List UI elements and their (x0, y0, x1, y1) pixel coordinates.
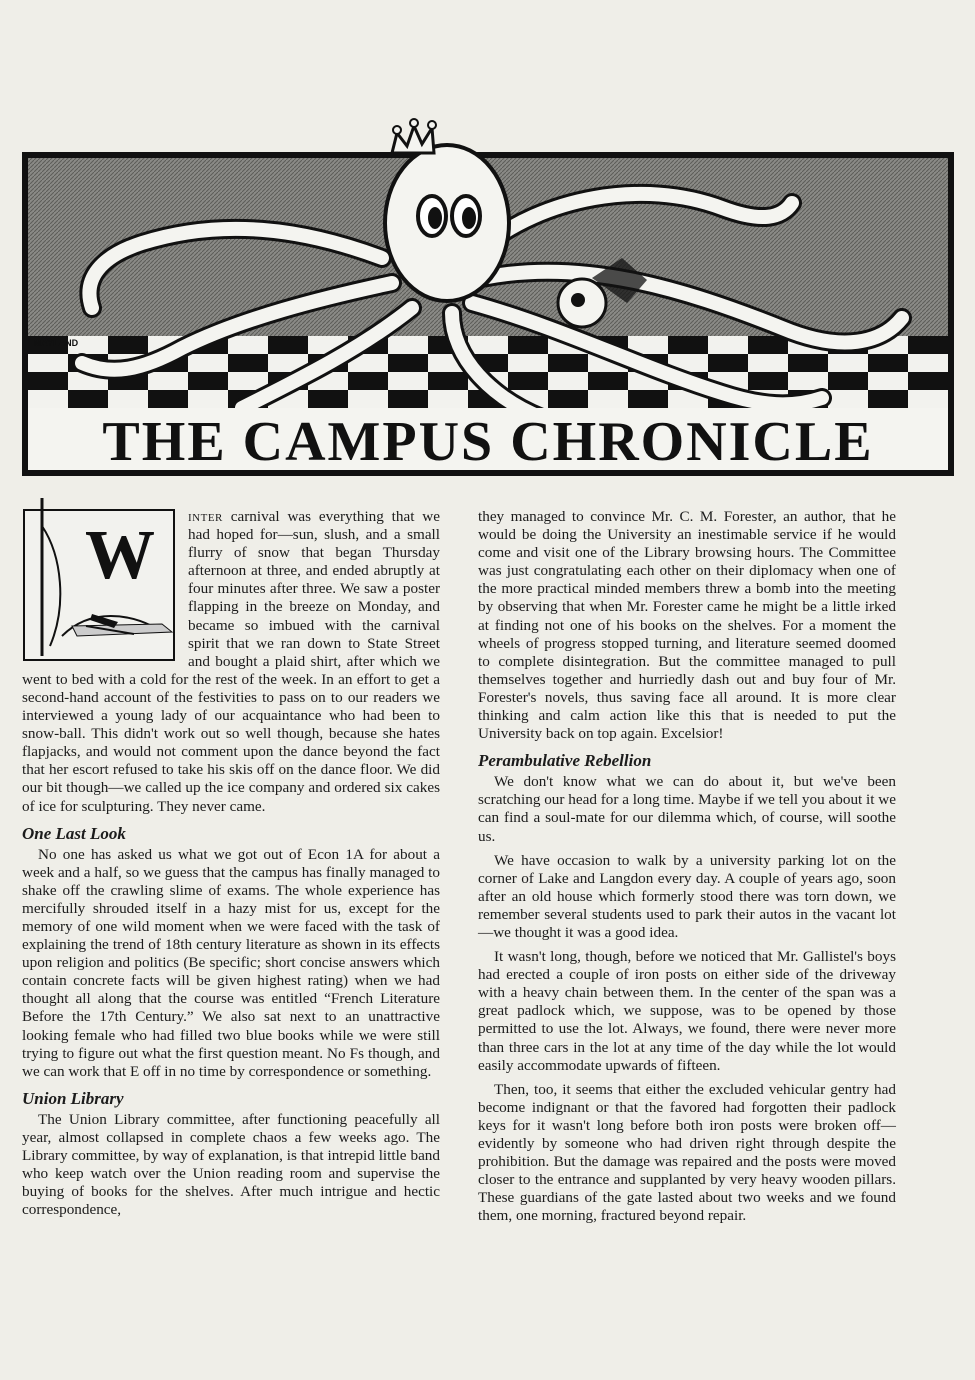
intro-text: carnival was everything that we had hoped for—sun, slush, and a small flurry of snow that began Thursday afternoon at three, and ended abruptly at four minutes after three. We saw a poster flapping in the breeze on Monday, and became so imbued with the carnival spirit that we ran down to State Street and bought a plaid shirt, after which we went to bed with a cold for the rest of the week. In an effort to get a second-hand account of the festivities to pass on to our readers we interviewed a young lady of our acquaintance who had been to snow-ball. This didn't work out so well though, because she hates flapjacks, and would not comment upon the dance beyond the fact that her escort refused to take his skis off on the dance floor. We did our bit though—we called up the ice company and ordered six cakes of ice for sculpturing. They never came. (22, 508, 440, 815)
crown-icon (392, 119, 436, 153)
section-heading: Union Library (22, 1088, 124, 1108)
section-paragraph: We have occasion to walk by a university parking lot on the corner of Lake and Langdon every day. A couple of years ago, soon after an old house which formerly stood there was torn down, we remember several students used to park their autos in the vacant lot—we thought it was a good idea. (478, 851, 896, 941)
left-column (22, 508, 440, 1219)
artist-signature: MAYLAND (34, 338, 79, 348)
right-column (478, 508, 896, 1225)
section-heading: One Last Look (22, 823, 126, 843)
section-paragraph: Then, too, it seems that either the excluded vehicular gentry had become indignant or that the favored had forgotten their padlock keys for it wasn't long before both iron posts were broken off—evidently by someone who had driven right through despite the prohibition. But the damage was repaired and the posts were moved closer to the entrance and supplanted by very heavy wooden pillars. These guardians of the gate lasted about two weeks and we found them, one morning, fractured beyond repair. (478, 1080, 896, 1225)
section-paragraph: It wasn't long, though, before we noticed that Mr. Gallistel's boys had erected a couple of iron posts on either side of the driveway with a heavy chain between them. In the center of the span was a great padlock which, we suppose, was to be opened by those permitted to use the lot. Always, we found, there were never more than three cars in the lot at any time of the day while the lot would easily accommodate upwards of fifteen. (478, 948, 896, 1074)
masthead-illustration (22, 108, 954, 476)
section-paragraph: We don't know what we can do about it, but we've been scratching our head for a long time. Maybe if we tell you about it we can find a soul-mate for our dilemma which, of course, will soothe us. (478, 773, 896, 845)
masthead-title: THE CAMPUS CHRONICLE (102, 411, 874, 473)
intro-lead-word: inter (188, 508, 223, 525)
octopus-illustration (22, 108, 954, 476)
octopus-head (385, 145, 509, 301)
section-paragraph: No one has asked us what we got out of Econ 1A for about a week and a half, so we guess that the campus has finally managed to shake off the crawling slime of exams. The whole experience has mercifully shrouded itself in a hazy mist for us, except for the memory of one wild moment when we were faced with the task of explaining the trend of 18th century literature as shown in its effects upon religion and politics (Be specific; short concise answers which contain concrete facts will be given highest rating) when we had thought all along that the course was entitled “French Literature Before the 17th Century.” We also sat next to an unattractive looking female who had filled two blue books while we were still trying to figure out what the first question meant. No Fs though, and we can work that E off in no time by correspondence or something. (22, 845, 440, 1080)
drop-cap (22, 496, 180, 666)
section-heading: Perambulative Rebellion (478, 751, 652, 771)
continuation-paragraph: they managed to convince Mr. C. M. Forester, an author, that he would be doing the University an inestimable service if he would come and visit one of the Library browsing hours. The Committee was just congratulating each other on their diplomacy when one of the more practical minded members threw a bomb into the meeting by observing that when Mr. Forester came he might be a little irked at finding not one of his books on the shelves. For a moment the wheels of progress stopped turning, and literature seemed doomed to complete disintegration. But the committee managed to pull themselves together and hurriedly dash out and buy four of Mr. Forester's novels, thus saving face all around. It is more clear thinking and calm action like this that is needed to put the University back on top again. Excelsior! (478, 508, 896, 743)
section-paragraph: The Union Library committee, after functioning peacefully all year, almost collapsed in complete chaos a few weeks ago. The Library committee, by way of explanation, is that intrepid little band who keep watch over the Union reading room and supervise the buying of books for the shelves. After much intrigue and hectic correspondence, (22, 1110, 440, 1219)
drop-cap-letter: W (85, 517, 155, 594)
